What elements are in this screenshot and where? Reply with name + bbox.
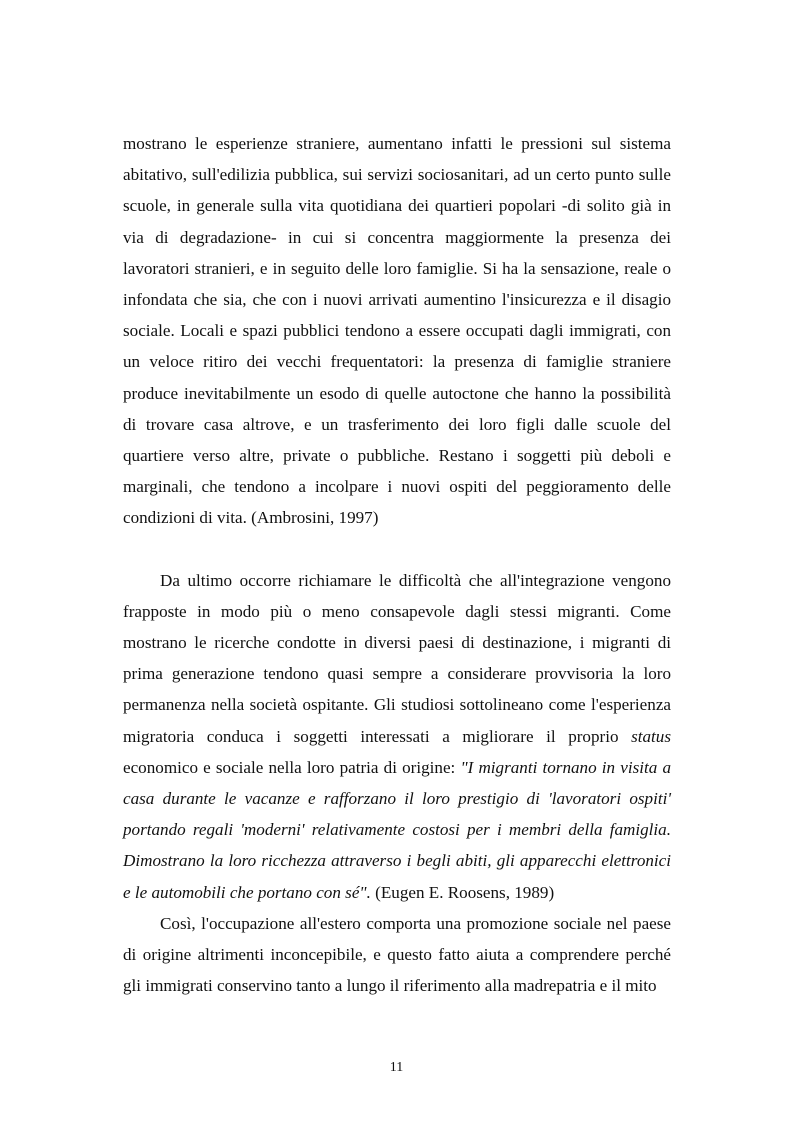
- paragraph-1: mostrano le esperienze straniere, aumentano infatti le pressioni sul sistema abitativo, sull'edilizia pubblica, sui servizi sociosanitari, ad un certo punto sulle scuole, in generale sulla vita quotidiana dei quartieri popolari -di solito già in via di degradazione- in cui si concentra maggiormente la presenza dei lavoratori stranieri, e in seguito delle loro famiglie. Si ha la sensazione, reale o infondata che sia, che con i nuovi arrivati aumentino l'insicurezza e il disagio sociale. Locali e spazi pubblici tendono a essere occupati dagli immigrati, con un veloce ritiro dei vecchi frequentatori: la presenza di famiglie straniere produce inevitabilmente un esodo di quelle autoctone che hanno la possibilità di trovare casa altrove, e un trasferimento dei loro figli dalle scuole del quartiere verso altre, private o pubbliche. Restano i soggetti più deboli e marginali, che tendono a incolpare i nuovi ospiti del peggioramento delle condizioni di vita. (Ambrosini, 1997): [123, 134, 671, 528]
- roosens-quote: "I migranti tornano in visita a casa durante le vacanze e rafforzano il loro prestigio di 'lavoratori ospiti' portando regali 'moderni' relativamente costosi per i membri della famiglia. Dimostrano la loro ricchezza attraverso i begli abiti, gli apparecchi elettronici e le automobili che portano con sé".: [123, 757, 671, 902]
- paragraph-2-text-b: economico e sociale nella loro patria di origine:: [123, 757, 461, 777]
- paragraph-2: [123, 565, 671, 908]
- paragraph-3: Così, l'occupazione all'estero comporta una promozione sociale nel paese di origine altrimenti inconcepibile, e questo fatto aiuta a comprendere perché gli immigrati conservino tanto a lungo il riferimento alla madrepatria e il mito: [123, 913, 671, 996]
- paragraph-2-text-a: Da ultimo occorre richiamare le difficoltà che all'integrazione vengono frapposte in modo più o meno consapevole dagli stessi migranti. Come mostrano le ricerche condotte in diversi paesi di destinazione, i migranti di prima generazione tendono quasi sempre a considerare provvisoria la loro permanenza nella società ospitante. Gli studiosi sottolineano come l'esperienza migratoria conduca i soggetti interessati a migliorare il proprio: [123, 570, 671, 746]
- body-text: [123, 128, 671, 1001]
- status-term: status: [631, 726, 671, 746]
- roosens-citation: (Eugen E. Roosens, 1989): [370, 882, 555, 902]
- page-number: 11: [389, 1060, 404, 1075]
